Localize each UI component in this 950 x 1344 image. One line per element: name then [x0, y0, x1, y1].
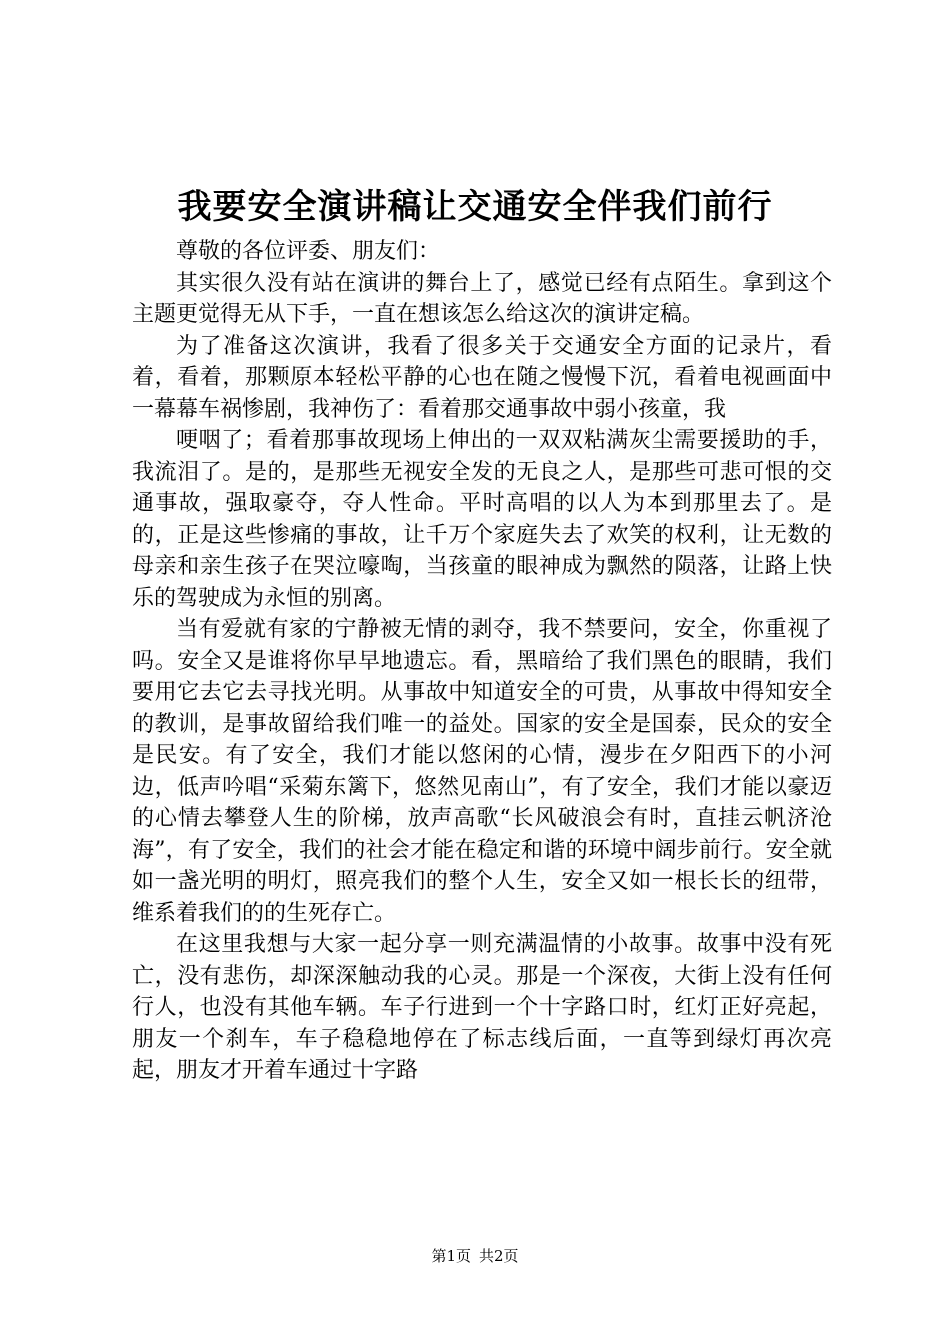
- document-body: [132, 236, 832, 1087]
- page-total: 共2页: [479, 1247, 519, 1265]
- page-footer: [0, 1246, 950, 1266]
- page-number: 第1页: [431, 1247, 471, 1265]
- body-paragraph: 哽咽了；看着那事故现场上伸出的一双双粘满灰尘需要援助的手，我流泪了。是的，是那些无视安全发的无良之人，是那些可悲可恨的交通事故，强取豪夺，夺人性命。平时高唱的以人为本到那里去了。是的，正是这些惨痛的事故，让千万个家庭失去了欢笑的权利，让无数的母亲和亲生孩子在哭泣嚎啕，当孩童的眼神成为飘然的陨落，让路上快乐的驾驶成为永恒的别离。: [132, 428, 832, 611]
- body-paragraph: 在这里我想与大家一起分享一则充满温情的小故事。故事中没有死亡，没有悲伤，却深深触动我的心灵。那是一个深夜，大街上没有任何行人，也没有其他车辆。车子行进到一个十字路口时，红灯正好亮起，朋友一个刹车，车子稳稳地停在了标志线后面，一直等到绿灯再次亮起，朋友才开着车通过十字路: [132, 932, 832, 1083]
- body-paragraph: 为了准备这次演讲，我看了很多关于交通安全方面的记录片，看着，看着，那颗原本轻松平静的心也在随之慢慢下沉，看着电视画面中一幕幕车祸惨剧，我神伤了：看着那交通事故中弱小孩童，我: [132, 333, 832, 422]
- body-paragraph: 当有爱就有家的宁静被无情的剥夺，我不禁要问，安全，你重视了吗。安全又是谁将你早早地遗忘。看，黑暗给了我们黑色的眼睛，我们要用它去它去寻找光明。从事故中知道安全的可贵，从事故中得知安全的教训，是事故留给我们唯一的益处。国家的安全是国泰，民众的安全是民安。有了安全，我们才能以悠闲的心情，漫步在夕阳西下的小河边，低声吟唱“采菊东篱下，悠然见南山”，有了安全，我们才能以豪迈的心情去攀登人生的阶梯，放声高歌“长风破浪会有时，直挂云帆济沧海”，有了安全，我们的社会才能在稳定和谐的环境中阔步前行。安全就如一盏光明的明灯，照亮我们的整个人生，安全又如一根长长的纽带，维系着我们的的生死存亡。: [132, 617, 832, 926]
- document-title: 我要安全演讲稿让交通安全伴我们前行: [177, 187, 773, 227]
- body-paragraph: 其实很久没有站在演讲的舞台上了，感觉已经有点陌生。拿到这个主题更觉得无从下手，一直在想该怎么给这次的演讲定稿。: [132, 270, 832, 327]
- salutation-paragraph: 尊敬的各位评委、朋友们：: [176, 239, 441, 264]
